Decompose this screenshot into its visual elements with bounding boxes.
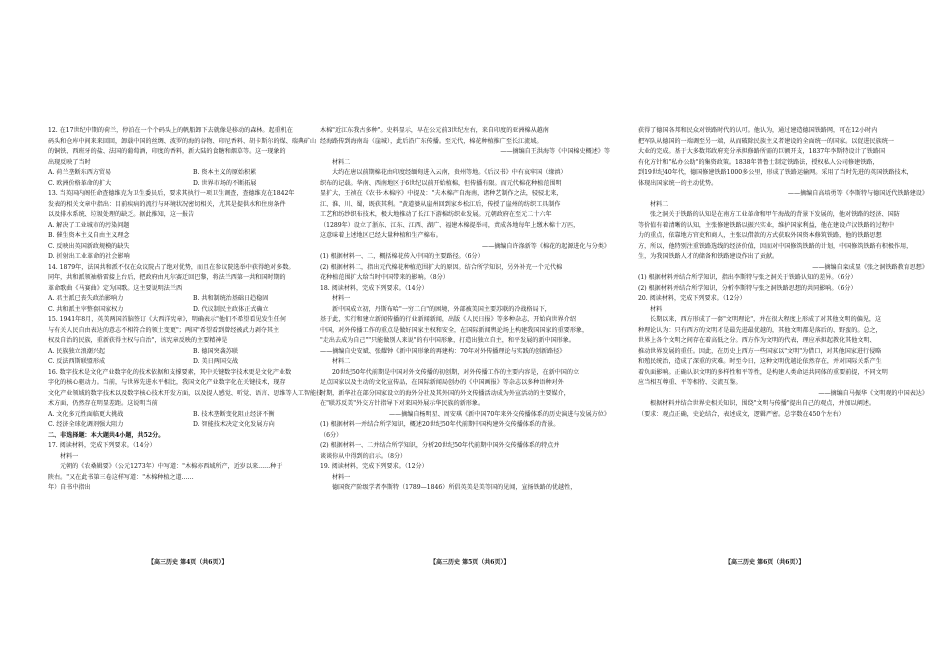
page-footer-5: 【高三历史 第5页（共6页）】 [430, 559, 510, 566]
sub-question: (1) 根据材料并结合所学知识，指出李斯特与张之洞关于铁路认知的差异。（6分） [638, 274, 857, 281]
option-c: C. 共和派主宰整套国家权力 [48, 305, 124, 313]
option-b: B. 德国突袭苏联 [193, 347, 238, 355]
source-citation: ——摘编自马振华《文明观的中国表达》 [818, 389, 928, 397]
task-line: （要求：观点正确，史论结合，表述成文，逻辑严密。总字数在450个左右） [638, 410, 845, 418]
text-line: 有化方针和"私办公助"的集资政策。1838年普鲁士制定铁路法，授权私人公司修建铁路， [638, 158, 879, 166]
page-footer-6: 【高三历史 第6页（共6页）】 [725, 559, 805, 566]
text-line: 和殖民统治，造成了深重的灾难。时至今日，这种文明优越论依然存在，并对国际关系产生 [638, 358, 882, 365]
text-line: 中国，对外传播工作的重点是做好国家主权和安全，在国际新闻舆论场上构建我国国家的重要形象， [320, 326, 589, 334]
sub-question: （6分） [320, 431, 343, 439]
page-column-4 [48, 126, 338, 494]
option-row [48, 179, 338, 190]
page-footer-4: 【高三历史 第4页（共6页）】 [148, 559, 228, 566]
option-a: A. 解决了工业城市的污染问题 [48, 221, 130, 229]
option-d: D. 代议制民主政体正式确立 [193, 305, 269, 313]
text-line: 同年，共和派领袖格雷接上台后，把政府由凡尔赛迁回巴黎，将法兰西第一共和国时期的 [48, 274, 286, 281]
text-line: 文化产业领域的数字技术以及数字核心技术开发方面，以及提人感觉、听觉、语言、思维等人工智能技 [48, 389, 323, 397]
source-citation: ——摘编自高培勇等《李斯特与德国近代铁路建设》 [787, 190, 928, 197]
text-line: 12. 在17世纪中期的荷兰，停泊在一个个码头上的帆船卸下去就像是移动的森林。起重机在 [48, 127, 293, 134]
option-b: B. 共和制统治基础日趋稳固 [193, 295, 269, 302]
text-line: 权及自治的民族，重新获得主权与自治"，该宪章反映的主要精神是 [48, 337, 228, 344]
text-line: 出现反映了当时 [48, 158, 91, 166]
question-16 [48, 368, 338, 431]
text-line: 16. 数字技术是文化产业数字化的技术依据和支撑要素，其中关键数字技术更是文化产业数 [48, 368, 292, 376]
text-line: 码头和仓库中间来来回回，卸载中国的丝绸、波罗的海的谷物、印尼香料、胡卡斯尔的煤、瑞典矿山 [48, 137, 317, 145]
text-line: 大业的完成。基于大多数邦政府充分承担修路所需的巨额开支，1837年李斯特设计了铁路国 [638, 148, 886, 155]
option-row [48, 420, 338, 431]
sub-question: (1) 根据材料一、二，概括棉花传入中国的主要路径。（6分） [320, 253, 484, 260]
source-citation: ——摘编自许涤新等《棉花的起源进化与分类》 [482, 242, 610, 250]
sub-question: (2) 根据材料并结合所学知识，分析李斯特与张之洞铁路思想的共同影响。（6分） [638, 284, 857, 292]
question-12 [48, 126, 338, 189]
option-d: D. 智能技术决定文化发展方向 [193, 421, 275, 428]
text-line: 15. 1941年8月，英美两国首脑签订《大西洋宪章》，明确表示"他们不希望看见发生任何 [48, 316, 286, 323]
option-row [48, 410, 338, 421]
option-row [48, 305, 338, 316]
text-line: 获得了德国各邦和民众对铁路时代的认可。他认为，通过建造德国铁路网，可在12小时内 [638, 127, 878, 134]
material-label: 材料二 [332, 358, 351, 365]
text-line: 在"联苏反美"外交方针指导下对来国外展示华民族的新形象。 [320, 400, 485, 407]
option-a: A. 民族独立浪潮兴起 [48, 347, 106, 355]
option-a: A. 文化多元性面临更大挑战 [48, 410, 124, 418]
text-line: 织布的记载。华南、西南地区于6世纪以前开始植棉，但传播有限。而元代棉花种植范围明 [320, 179, 562, 187]
material-label: 材料 [650, 305, 663, 313]
text-line: "走出去成为自己""只能做别人来说"的有中国形象，打造出独立自主，和平发展的新中国形象。 [320, 337, 575, 344]
text-line: 陕右。"又在此书第三卷这样写道："木棉种植之道…… [48, 473, 194, 481]
text-line: 显扩大，王祯在《农书·木棉序》中提及："夫木棉产自海南，诸种艺制作之法，骎骎北来， [320, 190, 563, 197]
material-label: 材料一 [60, 452, 79, 460]
option-row [48, 357, 338, 368]
option-c: C. 反映出英国新政规模的缺失 [48, 242, 130, 250]
text-line: 字化的核心驱动力。当前，与世界先进水平相比，我国文化产业数字化在关键技术，现存 [48, 379, 286, 386]
text-line: 方，所以，他特别注重铁路选线的经济价值，因而对中国修筑铁路的计划，中国修筑铁路有积极作用， [638, 242, 913, 250]
question-17-heading: 17. 阅读材料，完成下列要求。（14分） [48, 442, 156, 449]
material-label: 材料二 [332, 158, 351, 166]
question-18-heading: 18. 阅读材料，完成下列要求。（14分） [320, 284, 428, 292]
source-citation: ——摘编自栾成显《张之洞铁路教育思想》 [812, 263, 928, 271]
text-line: 推动世界发展的重任。因此，在历史上西方一些国家以"文明"为借口，对其他国家进行侵略 [638, 347, 882, 355]
text-line: 生，为我国铁路人才的储备和铁路建设作出了贡献。 [638, 253, 779, 260]
text-line: 工艺和纺纱织布技术，极大地推动了长江下游棉纺织业发展。元朝政府在至元二十六年 [320, 211, 552, 218]
text-line: 20世纪50年代前期是中国对外文传播的初创期，对外传播工作的主要内容是，在新中国的立 [332, 368, 580, 376]
source-citation: ——摘编自王洪海等《中国棉史概述》等 [500, 148, 610, 155]
option-d: D. 美日两国交战 [193, 358, 239, 365]
option-b: B. 催生资本主义自由主义理念 [48, 232, 130, 239]
text-line: 张之洞关于铁路的认知是在南方工业革命和甲午海战的背景下发展的，他对铁路的经济、国防 [650, 211, 900, 218]
text-line: 着负面影响。正确认识文明的多样性和平等性，是构建人类命运共同体的重要前提，不同文明 [638, 368, 888, 376]
page-column-5 [320, 126, 610, 494]
text-line: 13. 当英国内阁任命查德维克为卫生委员后，要求其执行一项卫生调查，查德维克在1842年 [48, 190, 295, 197]
text-line: 与有关人民自由表达的意志不相符合的领土变更"；两国"希望看到曾经被武力剥夺其主 [48, 326, 280, 334]
option-row [48, 294, 338, 305]
text-line: 江、淮、川、蜀，既获其利。"黄道婆从崖州回到家乡松江后，传授了崖州的纺织工具制作 [320, 200, 561, 208]
option-d: D. 世界市场的不断拓展 [193, 179, 257, 187]
sub-question: 谈谈你从中得到的启示。（8分） [320, 452, 407, 460]
text-line: 以及排水系统、垃圾处理的缺乏。据此推知，这一报告 [48, 211, 195, 218]
text-line: 种理论认为：只有西方的文明才是最先进最优越的，其他文明都是落后的、野蛮的。总之， [638, 326, 882, 334]
text-line: 年）自书中指出 [48, 484, 91, 491]
page-column-6 [638, 126, 928, 420]
option-b: B. 技术垄断变化阻止经济不衡 [193, 410, 275, 418]
material-label: 材料二 [650, 200, 669, 208]
section-heading: 二、非选择题：本大题共4小题，共52分。 [48, 431, 165, 439]
material-label: 材料一 [332, 473, 351, 481]
option-b: B. 资本主义的原始积累 [193, 169, 257, 176]
text-line: （1289年）设立了浙东、江东、江西、湖广、福建木棉提举司，责成各地每年上缴木棉十万匹， [320, 221, 580, 229]
text-line: 长期以来，西方形成了一套"文明理论"，并在很大程度上形成了对其他文明的偏见，这 [650, 316, 882, 323]
text-line: 新中国成立初，丹斯布哈"一穷二白"的困境，外部被美国主要苏联的冷战格局下， [332, 305, 551, 313]
sub-question: (2) 根据材料一、二并结合所学知识，分析20世纪50年代前期中国外交传播体系的特点并 [320, 442, 560, 449]
text-line: 到19世纪40年代，德国修建铁路1000多公里，形成了铁路运输网。采用了当时先进的英国铁路技术， [638, 169, 913, 176]
sub-question: (1) 根据材料一并结合所学知识，概述20世纪50年代前期中国构建外交传播体系的背景。 [320, 421, 560, 428]
text-line: 体现出国家统一的主动优势。 [638, 179, 718, 187]
source-citation: ——摘编自杨明星、周安琪《新中国70年来外交传播体系的历史演进与发展方位》 [388, 410, 610, 418]
material-label: 材料一 [332, 295, 351, 302]
text-line: 把军队从德国的一端调至另一端，从而破除民族主义者建设的全面统一的国家。以促进民族统一 [638, 137, 894, 145]
sub-question: 花种植范围扩大给当时中国带来的影响。（8分） [320, 274, 449, 281]
source-citation: ——摘编自史安斌、张耀钟《新中国形象的再建构：70年对外传播理论与实践的创新路径》 [320, 347, 566, 355]
text-line: 这意味着上述地区已经大量种植和生产棉布。 [320, 232, 442, 239]
option-c: C. 反法西斯联盟形成 [48, 358, 106, 365]
text-line: 等价值有着清晰的认知，主张修建铁路以振兴实业，维护国家利益，他在建设卢汉铁路的过程中 [638, 221, 894, 229]
question-20-heading: 20. 阅读材料，完成下列要求。（12分） [638, 295, 746, 302]
text-line: 术方面，仍然存在明显差距。这说明当前 [48, 400, 158, 407]
text-line: 足点国家以及主动的文化宣传品，在国际新闻局创办的《中国画报》等杂志以多种语种对外 [320, 379, 564, 386]
text-line: 14. 1879年，法国共和派不仅在众议院占了绝对优势，而且在参议院选举中获得绝对多数。 [48, 263, 295, 271]
text-line: 的铜铁、西班牙的盐、法国的葡萄酒，印度的香料，新大陆的食糖和烟草等。这一现象的 [48, 148, 286, 155]
text-line: 世界上各个文明之间存在着高低之分。西方作为文明的代表，理应承担起教化其他文明、 [638, 337, 876, 344]
option-row [48, 168, 338, 179]
option-row [48, 347, 338, 358]
task-line: 根据材料并结合世界史相关知识，围绕"文明与传播"提出自己的观点，并加以阐述。 [650, 400, 875, 407]
text-line: 应当相互尊重、平等相待、交流互鉴。 [638, 379, 742, 386]
text-line: 力的重点，依靠地方官吏和商人，主张以借款的方式获取外国资本修筑铁路，他的铁路思想 [638, 232, 882, 239]
text-line: 大约在唐以前期棉花由印度经缅甸进入云南，贵州等地。《后汉书》中有哀牢国（缘滇） [332, 169, 567, 176]
text-line: 革命歌曲《马赛曲》定为国歌。这主要说明法兰西 [48, 284, 183, 292]
text-line: 德国资产阶级学者李斯特（1789—1846）所倡英美是美等国的见闻，宣扬铁路的优越性， [332, 484, 577, 491]
question-19-heading: 19. 阅读材料，完成下列要求。（12分） [320, 463, 428, 470]
text-line: 基于此，实行和建立新闻传播的行业新闻新闻，出版《人民日报》等多种杂志，开始向世界介绍 [320, 316, 576, 323]
option-a: A. 君主派已丧失政治影响力 [48, 295, 124, 302]
sub-question: (2) 根据材料二，指出元代棉花种植范围扩大的原因。结合所学知识，另外补充一个元代棉 [320, 263, 563, 271]
text-line: 元朝的《农桑辑要》（公元1273年）中写道："木棉亦西域所产，近岁以来……种于 [60, 463, 283, 470]
question-14 [48, 263, 338, 316]
option-d: D. 折射出工业革命的社会影响 [48, 253, 130, 260]
text-line: 经海路传到海南岛（崖城），此后沿广东传播。至元代，棉花种植推广至长江流域。 [320, 137, 543, 145]
text-line: 木棉"近江东我古多种"。史料显示，早在公元前3世纪左右，来自印度的亚洲棉从越南 [320, 127, 549, 134]
question-13 [48, 189, 338, 263]
text-line: 发表的相关文章中指出：目前疾病的流行与环境状况密切相关，尤其是提供水和住房条件 [48, 200, 286, 208]
question-15 [48, 315, 338, 368]
text-line: 时期，新华社在部分国家设立的海外分社及其外国的外文传播活动成为外宣活动的主要媒介， [320, 389, 570, 397]
option-a: A. 荷兰垄断东西方贸易 [48, 169, 112, 176]
option-c: C. 欧洲价格革命的扩大 [48, 179, 112, 187]
option-c: C. 经济全球化调剂强大阻力 [48, 421, 124, 428]
